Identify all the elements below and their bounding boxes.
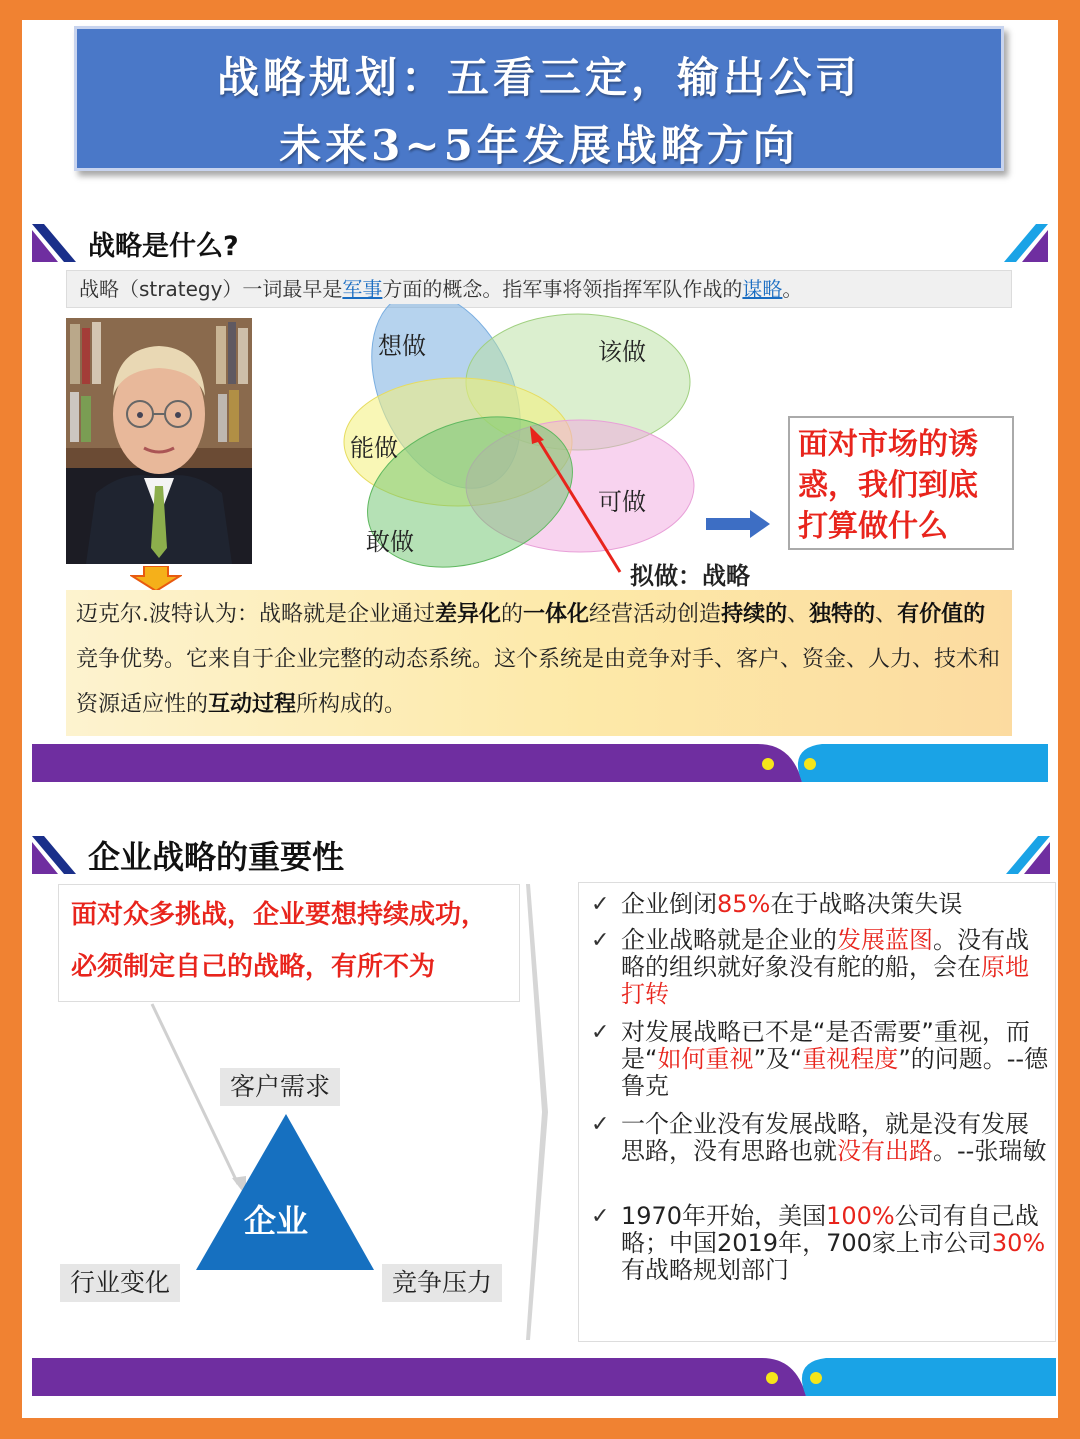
- challenge-line-1: 面对众多挑战，企业要想持续成功，: [71, 900, 488, 930]
- bullet-5-text-3: 有战略规划部门: [621, 1256, 789, 1284]
- label-customer-needs: 客户需求: [220, 1068, 340, 1106]
- quote-bold-3: 持续的: [721, 602, 788, 627]
- bullet-3-text: 对发展战略已不是“是否需要”重视，而是“: [621, 1018, 1030, 1073]
- bullet-3-highlight-2: 重视程度: [802, 1045, 899, 1073]
- bullet-1-text-2: 在于战略决策失误: [770, 890, 963, 918]
- bullet-item-3: [591, 1019, 1051, 1100]
- venn-label-dare: 敢做: [366, 528, 414, 556]
- quote-text-3: 经营活动创造: [589, 602, 722, 627]
- bullet-item-5: [591, 1203, 1051, 1284]
- porter-quote: [66, 590, 1012, 736]
- quote-bold-5: 有价值的: [897, 602, 986, 627]
- bullet-2-highlight: 发展蓝图: [837, 926, 933, 954]
- check-icon: ✓: [591, 892, 610, 917]
- divider-band-2: [32, 1358, 1056, 1396]
- title-banner: [74, 26, 1004, 171]
- bullet-1-text: 企业倒闭: [621, 890, 717, 918]
- venn-label-want: 想做: [378, 332, 426, 360]
- bullet-4-text: 一个企业没有发展战略，就是没有发展思路，没有思路也就: [621, 1110, 1029, 1165]
- bullet-item-1: [591, 891, 1051, 918]
- bullet-5-highlight: 100%: [826, 1202, 895, 1230]
- quote-bold-2: 一体化: [523, 602, 590, 627]
- section-slash-right-icon: [1002, 222, 1050, 264]
- right-arrow-icon: [706, 508, 772, 540]
- importance-bullets: [578, 882, 1056, 1342]
- bullet-1-highlight: 85%: [717, 890, 771, 918]
- bullet-4-text-2: 。--张瑞敏: [933, 1137, 1047, 1165]
- quote-text-5: 、: [875, 602, 898, 627]
- section-2-slash-icon: [30, 834, 78, 876]
- definition-text-1: 战略（strategy）一词最早是: [79, 277, 343, 301]
- bullet-2-text-2: 。没有战略的组织就好象没有舵的船，会在: [621, 926, 1029, 981]
- question-callout: 面对市场的诱惑，我们到底打算做什么: [788, 416, 1014, 550]
- chevron-separator: [526, 884, 550, 1340]
- definition-text-3: 。: [782, 277, 803, 301]
- triangle-center-label: 企业: [244, 1202, 309, 1240]
- venn-pointer-label: 拟做：战略: [630, 562, 750, 590]
- link-military[interactable]: 军事: [342, 277, 383, 301]
- quote-bold-1: 差异化: [435, 602, 502, 627]
- check-icon: ✓: [591, 1112, 610, 1137]
- quote-text-7: 所构成的。: [296, 692, 407, 717]
- challenge-line-2: 必须制定自己的战略，有所不为: [71, 952, 436, 982]
- portrait-photo: [66, 318, 252, 564]
- check-icon: ✓: [591, 1020, 610, 1045]
- venn-label-able: 可做: [598, 488, 646, 516]
- challenge-statement: [58, 884, 520, 1002]
- quote-text-2: 的: [501, 602, 524, 627]
- check-icon: ✓: [591, 1204, 610, 1229]
- bullet-2-highlight-2: 原地打转: [621, 953, 1029, 1008]
- bullet-5-text-2: 公司有自己战略；中国2019年，700家上市公司: [621, 1202, 1039, 1257]
- quote-bold-6: 互动过程: [208, 692, 297, 717]
- bullet-2-text: 企业战略就是企业的: [621, 926, 837, 954]
- section-2-slash-right-icon: [1004, 834, 1052, 876]
- bullet-5-highlight-2: 30%: [991, 1229, 1046, 1257]
- quote-text-1: 迈克尔.波特认为：战略就是企业通过: [76, 602, 435, 627]
- bullet-3-highlight: 如何重视: [657, 1045, 754, 1073]
- venn-label-can: 能做: [350, 434, 398, 462]
- bullet-item-4: [591, 1111, 1051, 1165]
- link-strategy[interactable]: 谋略: [742, 277, 783, 301]
- title-line-1: 战略规划：五看三定，输出公司: [216, 53, 861, 102]
- quote-text-6: 竞争优势。它来自于企业完整的动态系统。这个系统是由竞争对手、客户、资金、人力、技术和资源适应性的: [76, 647, 1001, 717]
- bullet-5-text: 1970年开始，美国: [621, 1202, 827, 1230]
- quote-text-4: 、: [787, 602, 810, 627]
- bullet-3-text-2: ”及“: [753, 1045, 803, 1073]
- venn-label-should: 该做: [598, 338, 646, 366]
- label-competition-pressure: 竞争压力: [382, 1264, 502, 1302]
- section-1-heading: 战略是什么?: [88, 231, 239, 262]
- label-industry-change: 行业变化: [60, 1264, 180, 1302]
- check-icon: ✓: [591, 928, 610, 953]
- bullet-3-text-3: ”的问题。--德鲁克: [621, 1045, 1049, 1100]
- definition-bar: [66, 270, 1012, 308]
- section-2-heading: 企业战略的重要性: [88, 838, 345, 876]
- bullet-4-highlight: 没有出路: [837, 1137, 933, 1165]
- divider-band-1: [32, 744, 1048, 782]
- section-slash-icon: [30, 222, 78, 264]
- bullet-item-2: [591, 927, 1051, 1008]
- quote-bold-4: 独特的: [809, 602, 876, 627]
- down-arrow-icon: [130, 566, 182, 592]
- title-line-2: 未来3~5年发展战略方向: [279, 121, 799, 170]
- definition-text-2: 方面的概念。指军事将领指挥军队作战的: [382, 277, 743, 301]
